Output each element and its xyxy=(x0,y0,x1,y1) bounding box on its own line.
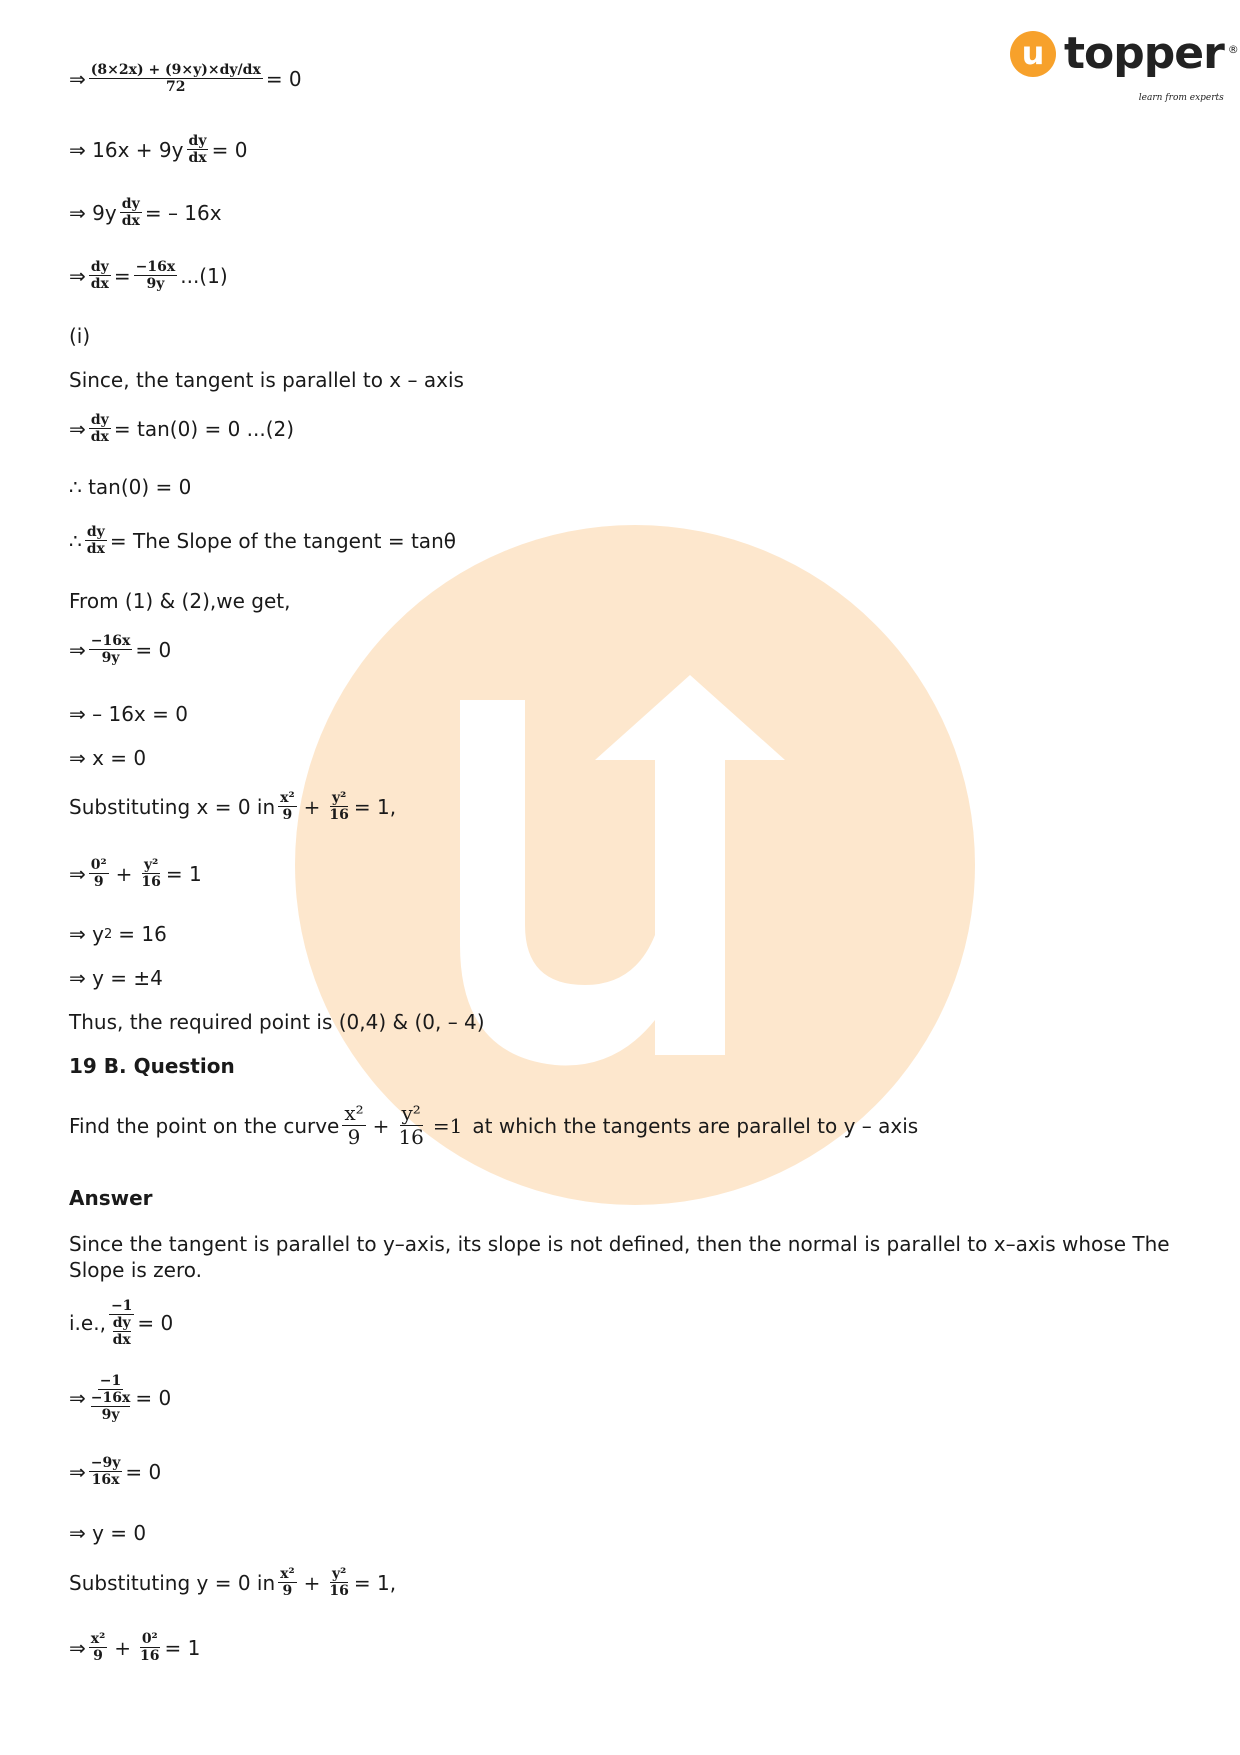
text-line: ⇒ y 2 = 16 xyxy=(69,922,167,946)
logo-mark: u xyxy=(1010,31,1056,77)
fraction: $\frac{\text{0²}}{9}$ xyxy=(90,857,107,891)
text-line: ⇒ x = 0 xyxy=(69,746,147,770)
question-text: Find the point on the curve $\frac{\text{x²}}{9}$ + $\frac{\text{y²}}{16}$ =1 at which the tangents are parallel to y – axis xyxy=(69,1101,919,1149)
fraction: $\frac{dy}{dx}$ xyxy=(86,524,105,558)
fraction: −1 dy dx xyxy=(110,1298,133,1349)
fraction: $\frac{\text{y²}}{16}$ xyxy=(329,1566,349,1600)
equation-line: ⇒ $\frac{\text{0²}}{9}$ + $\frac{\text{y²}}{16}$ = 1 xyxy=(69,857,202,891)
equation-line: ⇒ $\frac{-9y}{16x}$ = 0 xyxy=(69,1455,162,1489)
fraction: $\frac{-9y}{16x}$ xyxy=(90,1455,121,1489)
text-line: ⇒ y = ±4 xyxy=(69,966,163,990)
equation-line: Substituting x = 0 in $\frac{\text{x²}}{9}$ + $\frac{\text{y²}}{16}$ = 1, xyxy=(69,790,397,824)
equation-line: ⇒ 16x + 9y $\frac{dy}{dx}$ = 0 xyxy=(69,133,248,167)
fraction: $\frac{\text{x²}}{9}$ xyxy=(280,1566,295,1600)
answer-paragraph: Since the tangent is parallel to y–axis, its slope is not defined, then the normal is parallel to x–axis whose The Slope is zero. xyxy=(69,1232,1170,1282)
part-label: (i) xyxy=(69,324,91,348)
fraction: $\frac{dy}{dx}$ xyxy=(90,412,109,446)
fraction: $\frac{(8\times 2x) + (9\times y)\times dy/dx}{72}$ xyxy=(90,62,261,96)
equation-line: ⇒ $\frac{(8\times 2x) + (9\times y)\times dy/dx}{72}$ = 0 xyxy=(69,62,302,96)
fraction: $\frac{\text{y²}}{16}$ xyxy=(329,790,349,824)
fraction: $\frac{\text{x²}}{9}$ xyxy=(280,790,295,824)
fraction: −1 −16x 9y xyxy=(90,1373,131,1424)
fraction: $\frac{dy}{dx}$ xyxy=(90,259,109,293)
equation-line: ⇒ $\frac{dy}{dx}$ = tan(0) = 0 ...(2) xyxy=(69,412,295,446)
fraction: $\frac{\text{x²}}{9}$ xyxy=(344,1101,364,1149)
text-line: ⇒ y = 0 xyxy=(69,1521,147,1545)
conclusion-line: Thus, the required point is (0,4) & (0, – 4) xyxy=(69,1010,485,1034)
equation-line: ⇒ $\frac{-16x}{9y}$ = 0 xyxy=(69,633,172,667)
answer-heading: Answer xyxy=(69,1186,153,1210)
equation-line: i.e., −1 dy dx = 0 xyxy=(69,1298,174,1349)
logo-wordmark: topper ® learn from experts xyxy=(1064,28,1238,103)
fraction: $\frac{\text{y²}}{16}$ xyxy=(398,1101,424,1149)
equation-line: ∴ $\frac{dy}{dx}$ = The Slope of the tangent = tanθ xyxy=(69,524,456,558)
topper-logo xyxy=(1010,24,1238,103)
fraction: $\frac{-16x}{9y}$ xyxy=(135,259,176,293)
text-line: From (1) & (2),we get, xyxy=(69,589,291,613)
fraction: $\frac{\text{y²}}{16}$ xyxy=(141,857,161,891)
text-line: Since, the tangent is parallel to x – axis xyxy=(69,368,464,392)
text-line: ∴ tan(0) = 0 xyxy=(69,475,192,499)
fraction: $\frac{dy}{dx}$ xyxy=(121,196,140,230)
equation-line: ⇒ $\frac{\text{x²}}{9}$ + $\frac{\text{0²}}{16}$ = 1 xyxy=(69,1631,201,1665)
equation-line: ⇒ $\frac{dy}{dx}$ = $\frac{-16x}{9y}$ ...(1) xyxy=(69,259,228,293)
fraction: $\frac{dy}{dx}$ xyxy=(188,133,207,167)
fraction: $\frac{\text{x²}}{9}$ xyxy=(90,1631,106,1665)
fraction: $\frac{-16x}{9y}$ xyxy=(90,633,131,667)
equation-line: Substituting y = 0 in $\frac{\text{x²}}{9}$ + $\frac{\text{y²}}{16}$ = 1, xyxy=(69,1566,397,1600)
fraction: $\frac{\text{0²}}{16}$ xyxy=(140,1631,160,1665)
equation-line: ⇒ −1 −16x 9y = 0 xyxy=(69,1373,172,1424)
equation-line: ⇒ 9y $\frac{dy}{dx}$ = – 16x xyxy=(69,196,222,230)
question-heading: 19 B. Question xyxy=(69,1054,235,1078)
text-line: ⇒ – 16x = 0 xyxy=(69,702,188,726)
